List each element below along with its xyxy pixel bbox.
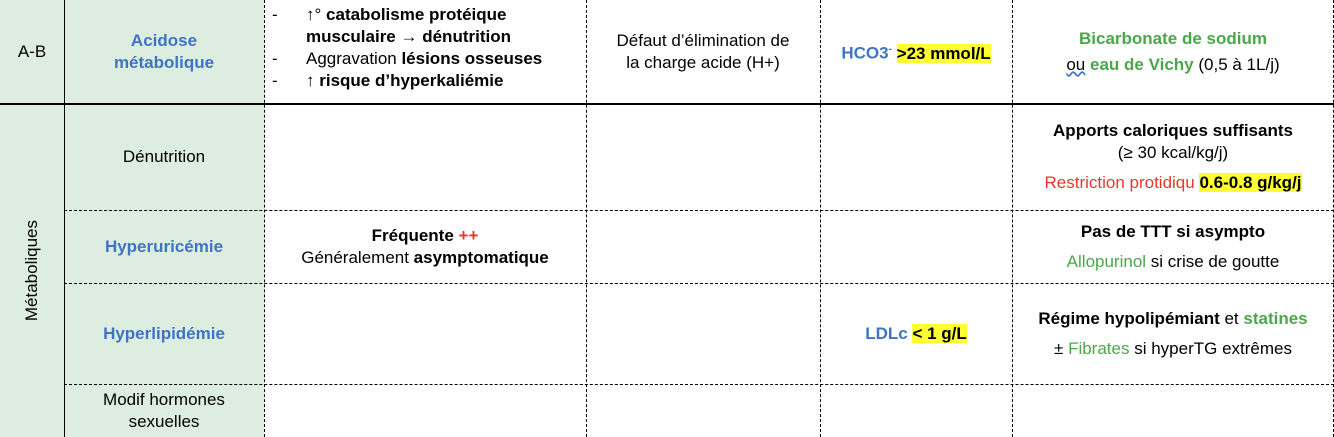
cell-hyperuricemie-treatment: Pas de TTT si asympto Allopurinol si crise de goutte xyxy=(1066,221,1280,271)
grid-line xyxy=(586,0,587,437)
hormones-name-line1: Modif hormones xyxy=(103,389,225,409)
mechanism-line2: la charge acide (H+) xyxy=(626,53,780,72)
acidose-name-line2: métabolique xyxy=(113,53,215,72)
grid-line xyxy=(64,210,1334,211)
cell-hyperuricemie-description: Fréquente ++ Généralement asymptomatique xyxy=(301,225,549,267)
cell-hyperlipidemie-treatment: Régime hypolipémiant et statines ± Fibrates si hyperTG extrêmes xyxy=(1038,308,1308,358)
cell-hyperlipidemie-target: LDLc < 1 g/L xyxy=(865,323,967,343)
cell-acidose-target: HCO3- >23 mmol/L xyxy=(841,43,991,63)
denutrition-name: Dénutrition xyxy=(122,147,206,166)
bicarbonate-label: Bicarbonate de sodium xyxy=(1079,29,1267,48)
grid-line xyxy=(1012,0,1013,437)
hyperuricemie-name: Hyperuricémie xyxy=(104,236,224,256)
hyperlipidemie-name: Hyperlipidémie xyxy=(103,323,225,343)
cell-hormones-name xyxy=(64,384,264,437)
bullet-item: - ↑° catabolisme protéique xyxy=(272,5,507,24)
group-ab-label: A-B xyxy=(17,42,47,61)
cell-acidose-mechanism xyxy=(586,0,820,104)
cell-acidose-name xyxy=(64,0,264,104)
grid-line xyxy=(264,0,265,437)
cell-denutrition-name xyxy=(64,104,264,210)
mechanism-line1: Défaut d’élimination de xyxy=(616,31,790,50)
grid-line xyxy=(64,283,1334,284)
acidose-name-line1: Acidose xyxy=(130,31,198,50)
bullet-item: musculaire → dénutrition xyxy=(306,27,511,46)
grid-line xyxy=(820,0,821,437)
hco3-target-value: >23 mmol/L xyxy=(896,43,991,63)
cell-group-ab xyxy=(0,0,64,104)
cell-hyperlipidemie-name xyxy=(64,283,264,384)
bullet-item: - Aggravation lésions osseuses xyxy=(272,49,543,68)
cell-acidose-consequences xyxy=(264,0,586,104)
cell-acidose-treatment: Bicarbonate de sodium ou eau de Vichy (0,5 à 1L/j) xyxy=(1066,29,1280,74)
hormones-name-line2: sexuelles xyxy=(128,411,200,431)
bullet-item: - ↑ risque d’hyperkaliémie xyxy=(272,71,504,90)
grid-line xyxy=(0,103,1334,105)
grid-line xyxy=(64,384,1334,385)
cell-group-metaboliques xyxy=(0,104,64,437)
arrow-right-icon: → xyxy=(400,27,418,46)
group-metaboliques-label: Métaboliques xyxy=(22,219,41,322)
cell-denutrition-treatment: Apports caloriques suffisants (≥ 30 kcal/kg/j) Restriction protidiqu 0.6-0.8 g/kg/j xyxy=(1044,121,1302,192)
cell-hyperuricemie-name xyxy=(64,210,264,283)
hco3-label: HCO3 xyxy=(841,43,889,63)
grid-line xyxy=(64,0,65,437)
